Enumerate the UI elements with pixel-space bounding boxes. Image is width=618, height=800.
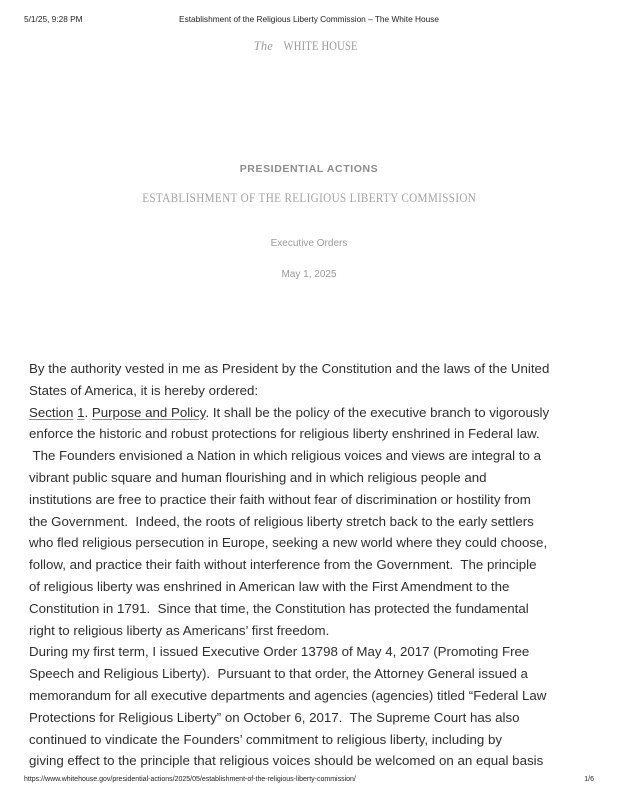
print-url: https://www.whitehouse.gov/presidential-actions/2025/05/establishment-of-the-religious-liberty-commission/	[24, 776, 356, 783]
body-line: Speech and Religious Liberty). Pursuant to that order, the Attorney General issued a	[29, 666, 528, 682]
section-heading: Purpose and Policy	[91, 404, 206, 420]
section-1-line	[29, 402, 595, 424]
body-line: the Government. Indeed, the roots of religious liberty stretch back to the early settlers	[29, 513, 534, 529]
body-line: During my first term, I issued Executive Order 13798 of May 4, 2017 (Promoting Free	[29, 644, 530, 660]
body-line: memorandum for all executive departments and agencies (agencies) titled “Federal Law	[29, 687, 547, 703]
section-label: Section	[29, 404, 74, 420]
body-line: Protections for Religious Liberty” on October 6, 2017. The Supreme Court has also	[29, 709, 520, 725]
section-text: . It shall be the policy of the executive branch to vigorously	[205, 404, 550, 420]
print-header	[0, 14, 618, 28]
article-date: May 1, 2025	[281, 269, 337, 280]
print-footer	[0, 776, 618, 788]
body-line: continued to vindicate the Founders’ commitment to religious liberty, including by	[29, 731, 503, 747]
body-line: of religious liberty was enshrined in American law with the First Amendment to the	[29, 578, 510, 594]
body-line: By the authority vested in me as President by the Constitution and the laws of the United	[29, 361, 550, 376]
section-separator: .	[84, 404, 92, 420]
article-body	[29, 358, 595, 772]
body-line: vibrant public square and human flourishing and in which religious people and	[29, 469, 487, 485]
body-line: States of America, it is hereby ordered:	[29, 382, 259, 398]
body-line: The Founders envisioned a Nation in which religious voices and views are integral to a	[29, 448, 541, 464]
body-line: follow, and practice their faith without interference from the Government. The principle	[29, 557, 537, 573]
logo-the: The	[253, 39, 274, 53]
page-title-text: ESTABLISHMENT OF THE RELIGIOUS LIBERTY COMMISSION	[141, 190, 477, 205]
print-datetime: 5/1/25, 9:28 PM	[24, 14, 83, 24]
page-title	[0, 190, 618, 206]
print-page-number: 1/6	[584, 776, 594, 783]
body-line: Constitution in 1791. Since that time, the Constitution has protected the fundamental	[29, 600, 529, 616]
body-line: right to religious liberty as Americans’ first freedom.	[29, 622, 330, 638]
body-line: institutions are free to practice their faith without fear of discrimination or hostility from	[29, 491, 531, 507]
body-line: who fled religious persecution in Europe, seeking a new world where they could choose,	[29, 535, 548, 551]
logo-name: WHITE HOUSE	[283, 39, 358, 53]
body-line: enforce the historic and robust protections for religious liberty enshrined in Federal law.	[29, 426, 540, 442]
article-category[interactable]: Executive Orders	[270, 238, 348, 249]
section-number: 1	[77, 404, 85, 420]
article-kicker[interactable]: PRESIDENTIAL ACTIONS	[239, 163, 379, 175]
body-line: giving effect to the principle that religious voices should be welcomed on an equal basis	[29, 753, 544, 769]
white-house-logo[interactable]	[0, 39, 618, 54]
print-page-title: Establishment of the Religious Liberty Commission – The White House	[179, 14, 439, 24]
